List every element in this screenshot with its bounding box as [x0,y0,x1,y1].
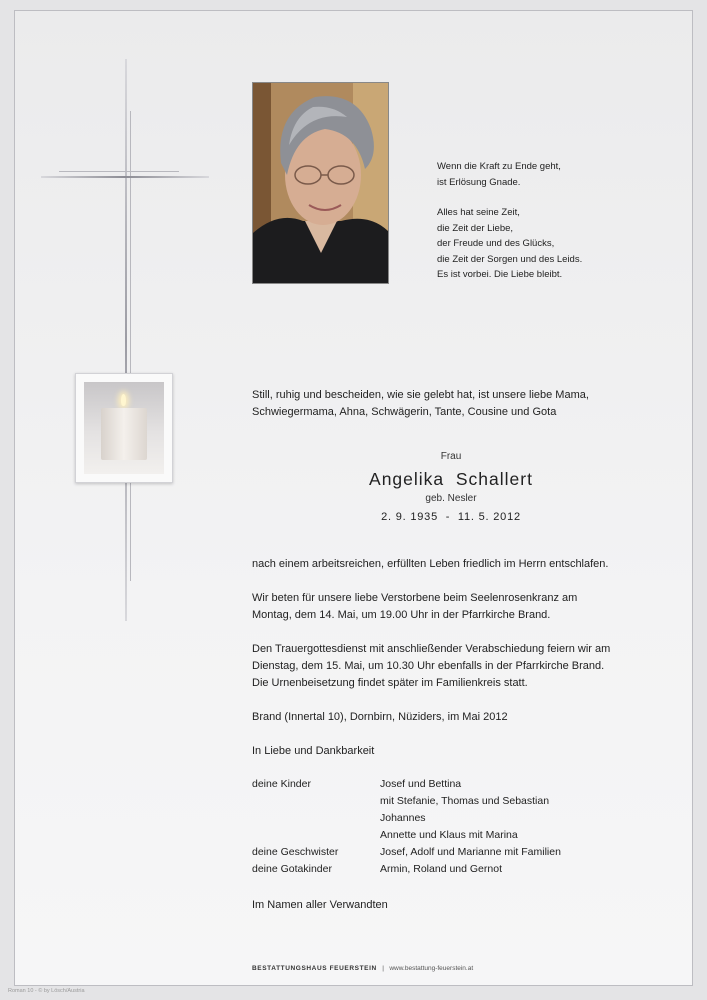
intro-line: Still, ruhig und bescheiden, wie sie gelebt hat, ist unsere liebe Mama, [252,389,589,401]
love-gratitude: In Liebe und Dankbarkeit [252,745,375,757]
family-names: Annette und Klaus mit Marina [380,829,518,841]
poem-line: die Zeit der Sorgen und des Leids. [437,253,583,265]
paragraph-line: Dienstag, dem 15. Mai, um 10.30 Uhr ebenfalls in der Pfarrkirche Brand. [252,660,605,672]
poem-line: die Zeit der Liebe, [437,222,514,234]
poem-line: der Freude und des Glücks, [437,238,555,249]
candle-background [84,382,164,474]
deceased-name: Angelika Schallert [369,469,533,489]
family-label: deine Geschwister [252,846,339,858]
candle-flame-icon [121,394,126,406]
funeral-home-website[interactable]: www.bestattung-feuerstein.at [389,965,474,972]
paragraph-line: Die Urnenbeisetzung findet später im Familienkreis statt. [252,677,528,689]
poem-line: Es ist vorbei. Die Liebe bleibt. [437,269,563,280]
paragraph-line: Wir beten für unsere liebe Verstorbene beim Seelenrosenkranz am [252,592,578,604]
portrait-illustration [253,83,389,284]
salutation: Frau [440,451,462,462]
portrait-photo [252,82,389,284]
candle-icon [101,408,147,460]
paragraph-line: Montag, dem 14. Mai, um 19.00 Uhr in der Pfarrkirche Brand. [252,609,551,621]
family-names: Josef, Adolf und Marianne mit Familien [380,846,561,858]
cross-vertical-line [130,111,131,581]
poem-line: Alles hat seine Zeit, [437,207,520,218]
maiden-name: geb. Nesler [425,493,477,504]
print-credit: Roman 10 - © by Lösch/Austria [8,988,85,994]
funeral-paragraph [252,641,610,692]
place-date: Brand (Innertal 10), Dornbirn, Nüziders, im Mai 2012 [252,711,508,723]
family-label: deine Kinder [252,778,311,790]
candle-image [75,373,173,483]
family-names: Johannes [380,812,426,824]
obituary-sheet [14,10,693,986]
intro-line: Schwiegermama, Ahna, Schwägerin, Tante, Cousine und Gota [252,406,557,418]
cross-horizontal-line [59,171,179,172]
footer-separator: | [382,965,384,972]
intro-text [252,387,589,421]
poem-line: Wenn die Kraft zu Ende geht, [437,161,561,172]
cross-vertical-bar [125,59,127,621]
life-dates: 2. 9. 1935 - 11. 5. 2012 [381,511,521,523]
cross-horizontal-bar [41,176,209,178]
funeral-home-name: BESTATTUNGSHAUS FEUERSTEIN [252,965,377,972]
family-names: Armin, Roland und Gernot [380,863,502,875]
footer [252,965,473,972]
poem [437,159,582,283]
family-label: deine Gotakinder [252,863,332,875]
family-names: Josef und Bettina [380,778,462,790]
closing-text: Im Namen aller Verwandten [252,899,388,911]
rosary-paragraph [252,590,577,624]
family-names: mit Stefanie, Thomas und Sebastian [380,795,550,807]
poem-line: ist Erlösung Gnade. [437,176,521,188]
passing-text: nach einem arbeitsreichen, erfüllten Leben friedlich im Herrn entschlafen. [252,558,609,570]
paragraph-line: Den Trauergottesdienst mit anschließender Verabschiedung feiern wir am [252,643,611,655]
